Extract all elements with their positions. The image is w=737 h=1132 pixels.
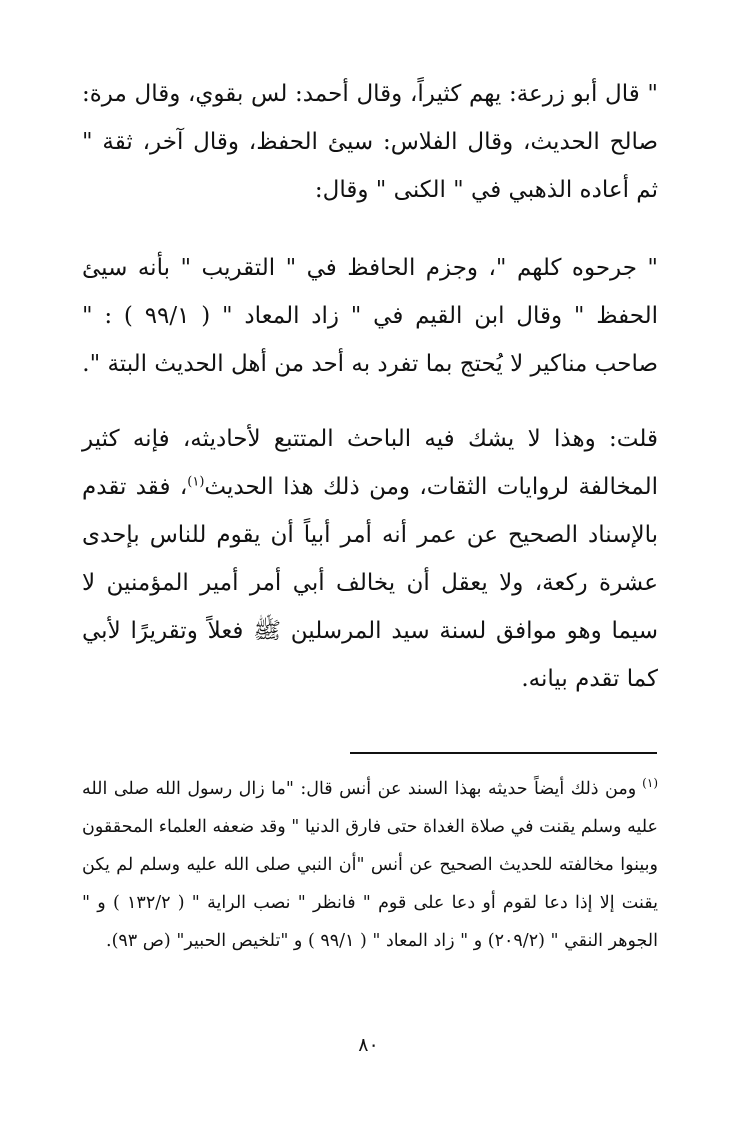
paragraph-3-text-start: قلت: وهذا لا يشك فيه الباحث المتتبع لأحاديثه، فإنه كثير المخالفة لروايات الثقات، ومن ذلك هذا الحديث	[82, 426, 658, 500]
footnote-marker: (١)	[642, 776, 658, 791]
page-number: ٨٠	[358, 1034, 379, 1056]
footnote	[82, 770, 658, 960]
footnote-text: ومن ذلك أيضاً حديثه بهذا السند عن أنس قال: "ما زال رسول الله صلى الله عليه وسلم يقنت في صلاة الغداة حتى فارق الدنيا " وقد ضعفه العلماء المحققون وبينوا مخالفته للحديث الصحيح عن أنس "أن النبي صلى الله عليه وسلم لم يكن يقنت إلا إذا دعا لقوم أو دعا على قوم " فانظر " نصب الراية " ( ١٣٢/٢ ) و " الجوهر النقي " (٢٠٩/٢) و " زاد المعاد " ( ٩٩/١ ) و "تلخيص الحبير" (ص ٩٣).	[82, 779, 658, 951]
paragraph-2-text: " جرحوه كلهم "، وجزم الحافظ في " التقريب " بأنه سيئ الحفظ " وقال ابن القيم في " زاد المعاد " ( ٩٩/١ ) : " صاحب مناكير لا يُحتج بما تفرد به أحد من أهل الحديث البتة ".	[82, 255, 658, 377]
footnote-separator	[350, 752, 657, 754]
paragraph-2	[82, 244, 658, 388]
paragraph-3-text-end: ، فقد تقدم بالإسناد الصحيح عن عمر أنه أمر أبياً أن يقوم للناس بإحدى عشرة ركعة، ولا يعقل أن يخالف أبي أمر أمير المؤمنين لا سيما وهو موافق لسنة سيد المرسلين ﷺ فعلاً وتقريرًا لأبي كما تقدم بيانه.	[82, 474, 658, 692]
paragraph-3-text	[82, 415, 658, 703]
paragraph-1-text: " قال أبو زرعة: يهم كثيراً، وقال أحمد: لس بقوي، وقال مرة: صالح الحديث، وقال الفلاس: سيئ الحفظ، وقال آخر، ثقة " ثم أعاده الذهبي في " الكنى " وقال:	[82, 81, 658, 203]
paragraph-1	[82, 70, 658, 214]
footnote-reference[interactable]: (١)	[187, 474, 205, 490]
footnote-text-block	[82, 770, 658, 960]
paragraph-3	[82, 415, 658, 703]
